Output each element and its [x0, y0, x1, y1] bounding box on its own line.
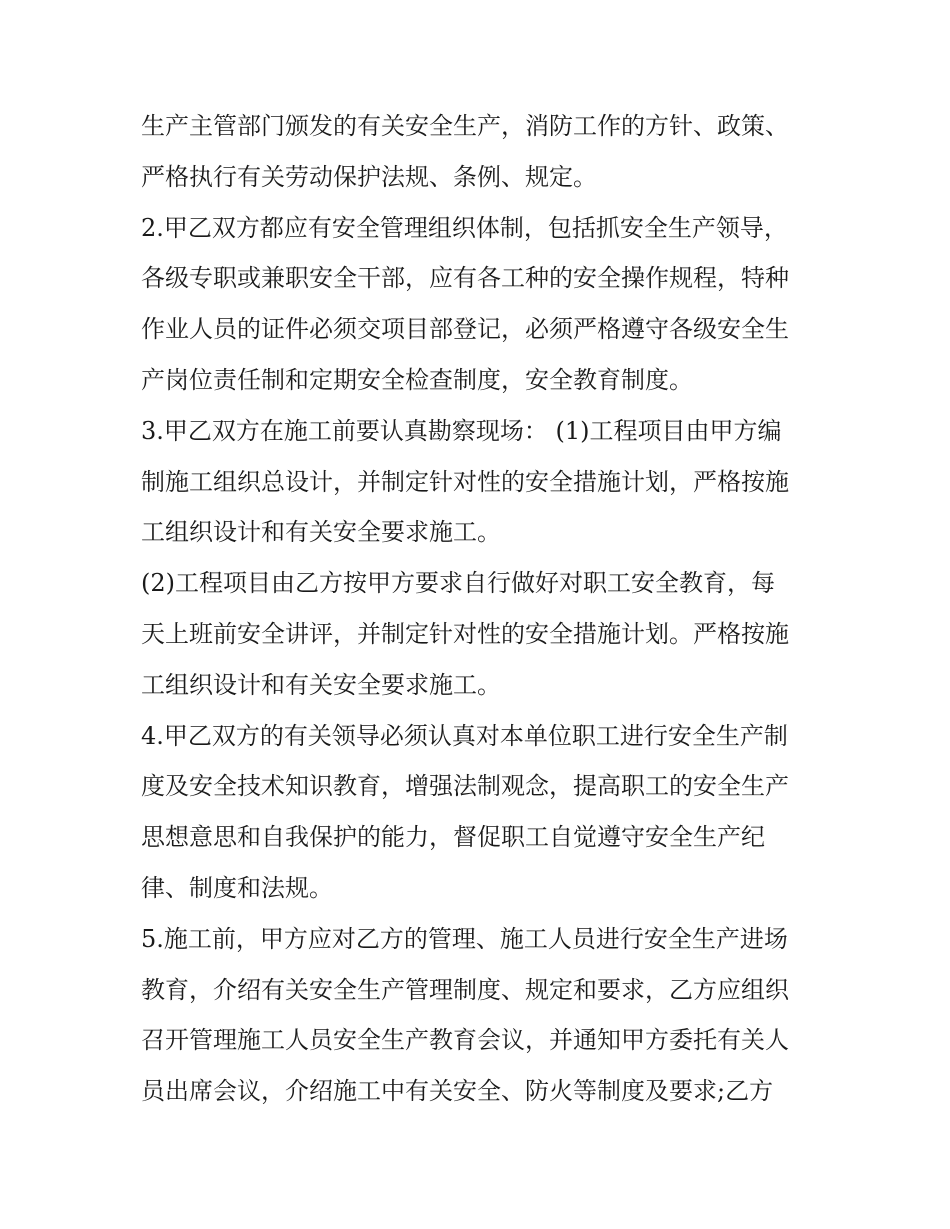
text-line: 2.甲乙双方都应有安全管理组织体制，包括抓安全生产领导， — [141, 213, 788, 242]
text-line: 员出席会议，介绍施工中有关安全、防火等制度及要求;乙方 — [141, 1077, 774, 1106]
text-line: 严格执行有关劳动保护法规、条例、规定。 — [141, 162, 597, 191]
text-line: 召开管理施工人员安全生产教育会议，并通知甲方委托有关人 — [141, 1026, 789, 1055]
text-line: 各级专职或兼职安全干部，应有各工种的安全操作规程，特种 — [141, 264, 789, 293]
text-line: 教育，介绍有关安全生产管理制度、规定和要求，乙方应组织 — [141, 975, 789, 1004]
text-line: 度及安全技术知识教育，增强法制观念，提高职工的安全生产 — [141, 772, 789, 801]
text-line: 工组织设计和有关安全要求施工。 — [141, 518, 501, 547]
text-line: (2)工程项目由乙方按甲方要求自行做好对职工安全教育，每 — [141, 569, 775, 598]
text-line: 制施工组织总设计，并制定针对性的安全措施计划，严格按施 — [141, 467, 789, 496]
text-line: 生产主管部门颁发的有关安全生产，消防工作的方针、政策、 — [141, 112, 789, 140]
text-line: 思想意思和自我保护的能力，督促职工自觉遵守安全生产纪 — [141, 823, 765, 852]
text-line: 工组织设计和有关安全要求施工。 — [141, 670, 501, 699]
text-line: 5.施工前，甲方应对乙方的管理、施工人员进行安全生产进场 — [141, 924, 788, 953]
document-body — [141, 101, 821, 1117]
text-line: 3.甲乙双方在施工前要认真勘察现场： (1)工程项目由甲方编 — [141, 416, 782, 445]
text-line: 产岗位责任制和定期安全检查制度，安全教育制度。 — [141, 365, 693, 394]
text-line: 律、制度和法规。 — [141, 873, 333, 902]
text-line: 天上班前安全讲评，并制定针对性的安全措施计划。严格按施 — [141, 619, 789, 648]
text-line: 作业人员的证件必须交项目部登记，必须严格遵守各级安全生 — [141, 315, 789, 344]
text-line: 4.甲乙双方的有关领导必须认真对本单位职工进行安全生产制 — [141, 721, 788, 750]
